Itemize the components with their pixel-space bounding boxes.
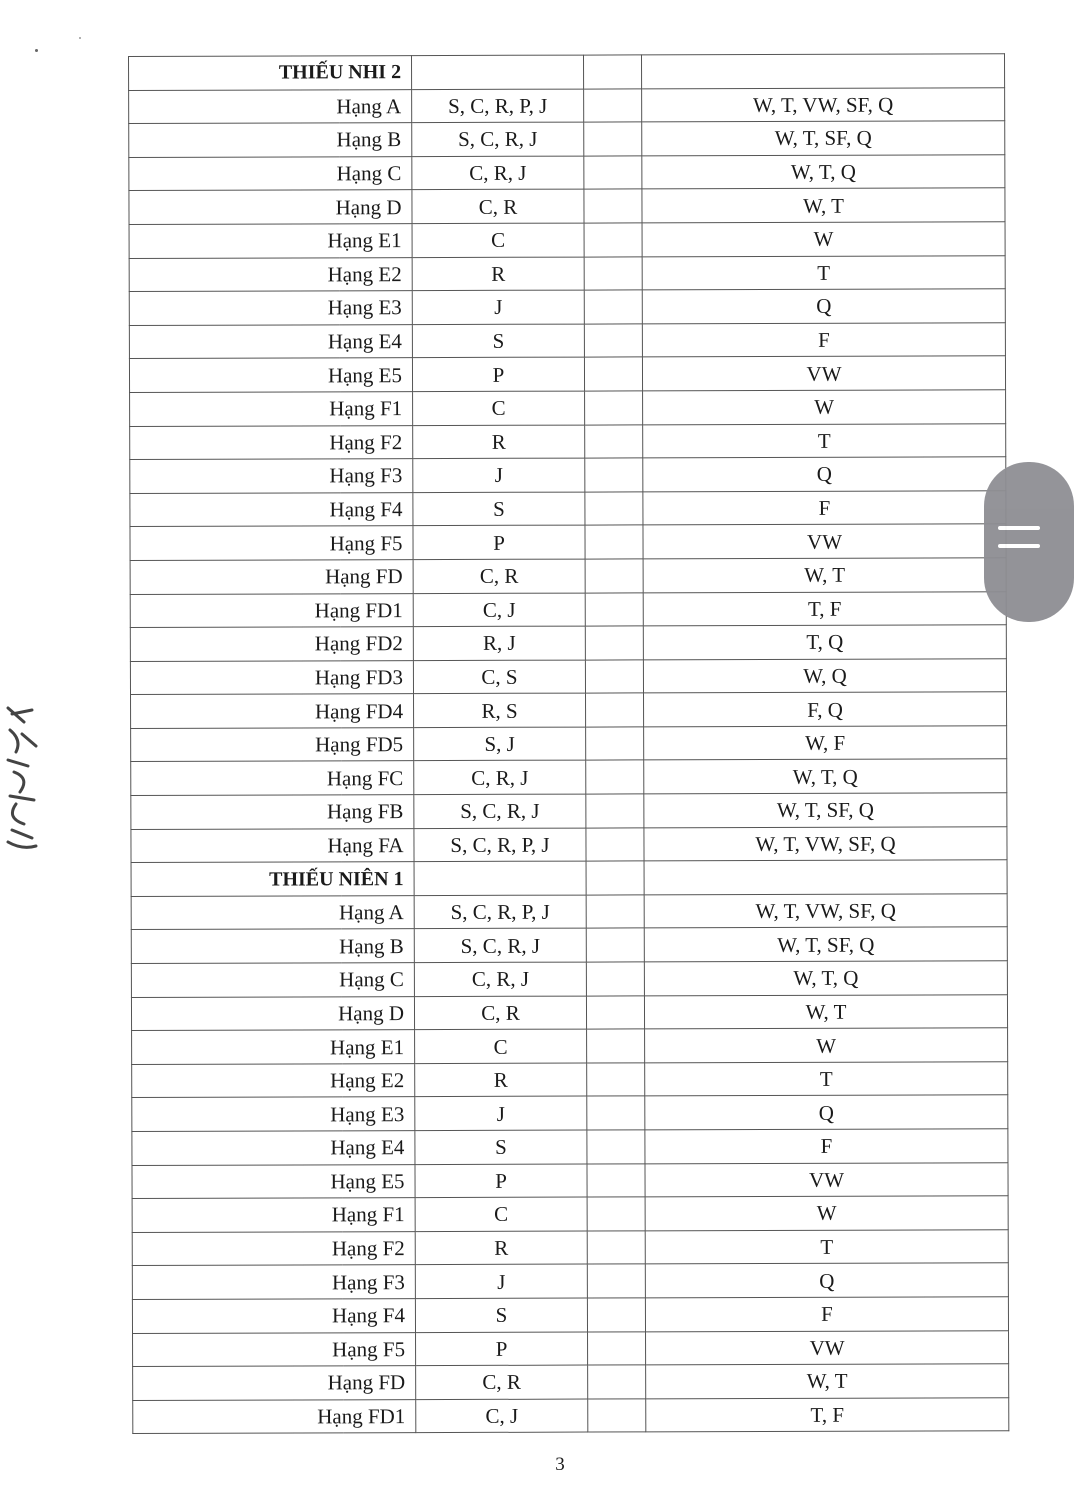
row-col4: W, T, VW, SF, Q: [644, 826, 1007, 861]
row-label: Hạng FD: [133, 1366, 416, 1400]
table-row: [132, 1297, 1008, 1333]
row-label: Hạng FD2: [130, 627, 413, 661]
row-col4: T: [645, 1062, 1008, 1097]
row-col4: F: [645, 1297, 1008, 1332]
row-label: Hạng E5: [129, 358, 412, 392]
row-col3: [584, 122, 642, 156]
row-col2: C, R: [414, 996, 586, 1030]
table-row: [129, 155, 1005, 191]
row-col2: S, C, R, J: [414, 929, 586, 963]
category-table: [128, 53, 1009, 1434]
row-label: Hạng C: [129, 156, 412, 190]
category-table-body: [129, 54, 1009, 1434]
section-header-row: [129, 54, 1005, 90]
row-col2: S, C, R, P, J: [412, 89, 584, 123]
table-row: [129, 322, 1005, 358]
table-row: [129, 188, 1005, 224]
row-col3: [585, 525, 643, 559]
row-col3: [586, 828, 644, 862]
row-col2: R: [415, 1231, 587, 1265]
row-label: Hạng E5: [132, 1164, 415, 1198]
row-label: Hạng F1: [132, 1198, 415, 1232]
row-col3: [584, 290, 642, 324]
table-row: [133, 1330, 1009, 1366]
row-col3: [586, 794, 644, 828]
row-col4: Q: [645, 1095, 1008, 1130]
row-col2: P: [412, 357, 584, 391]
row-col3: [586, 760, 644, 794]
row-col3: [584, 156, 642, 190]
row-label: Hạng FD5: [131, 727, 414, 761]
row-label: Hạng F2: [130, 425, 413, 459]
signature-stamp-icon: [2, 700, 46, 860]
row-col2: S, C, R, P, J: [414, 828, 586, 862]
row-label: Hạng E2: [129, 257, 412, 291]
row-label: Hạng FA: [131, 828, 414, 862]
row-col3: [583, 55, 641, 89]
table-row: [131, 961, 1007, 997]
table-row: [130, 591, 1006, 627]
table-row: [132, 1230, 1008, 1266]
row-col3: [584, 223, 642, 257]
row-col2: P: [413, 525, 585, 559]
row-col3: [586, 928, 644, 962]
row-label: Hạng E3: [132, 1097, 415, 1131]
table-row: [130, 625, 1006, 661]
row-col2: C, R, J: [412, 156, 584, 190]
row-col4: Q: [642, 289, 1005, 324]
row-col2: S: [415, 1130, 587, 1164]
row-col2: S, J: [414, 727, 586, 761]
row-col3: [585, 458, 643, 492]
table-row: [131, 726, 1007, 762]
row-label: Hạng F4: [130, 492, 413, 526]
row-col3: [587, 1197, 645, 1231]
table-row: [131, 759, 1007, 795]
row-col3: [587, 1231, 645, 1265]
row-col4: W, Q: [643, 658, 1006, 693]
row-label: Hạng E4: [129, 324, 412, 358]
scan-speck: [35, 49, 38, 52]
row-col2: [412, 55, 584, 89]
row-col3: [586, 693, 644, 727]
row-label: Hạng FD4: [131, 694, 414, 728]
side-menu-tab[interactable]: [984, 462, 1074, 622]
table-row: [131, 793, 1007, 829]
row-col2: C, R: [413, 559, 585, 593]
row-label: THIẾU NIÊN 1: [131, 862, 414, 896]
row-col3: [585, 626, 643, 660]
row-col3: [587, 1264, 645, 1298]
section-header-row: [131, 860, 1007, 896]
row-col3: [586, 727, 644, 761]
page-number: 3: [555, 1454, 565, 1475]
row-col3: [588, 1399, 646, 1433]
table-row: [132, 1062, 1008, 1098]
row-label: Hạng F4: [132, 1299, 415, 1333]
row-col3: [586, 895, 644, 929]
table-row: [131, 894, 1007, 930]
row-col4: [644, 860, 1007, 895]
row-col3: [587, 1163, 645, 1197]
table-row: [131, 927, 1007, 963]
row-col3: [585, 559, 643, 593]
row-col4: T, Q: [643, 625, 1006, 660]
row-label: Hạng E3: [129, 291, 412, 325]
row-col3: [586, 962, 644, 996]
row-col3: [585, 424, 643, 458]
table-row: [132, 1196, 1008, 1232]
row-col4: VW: [642, 356, 1005, 391]
table-row: [132, 1028, 1008, 1064]
row-label: Hạng FD1: [133, 1399, 416, 1433]
row-col2: R, S: [414, 693, 586, 727]
table-row: [130, 658, 1006, 694]
table-row: [132, 1162, 1008, 1198]
row-col3: [584, 324, 642, 358]
row-col3: [587, 1096, 645, 1130]
row-col3: [585, 660, 643, 694]
row-col2: R: [413, 425, 585, 459]
row-col4: VW: [645, 1162, 1008, 1197]
table-row: [132, 1129, 1008, 1165]
row-col4: VW: [643, 524, 1006, 559]
row-col3: [588, 1331, 646, 1365]
row-col4: W, T, SF, Q: [644, 927, 1007, 962]
row-col2: C, R, J: [414, 962, 586, 996]
table-row: [130, 390, 1006, 426]
row-label: Hạng A: [129, 89, 412, 123]
row-col3: [584, 88, 642, 122]
row-col2: P: [415, 1164, 587, 1198]
row-label: Hạng F3: [132, 1265, 415, 1299]
table-row: [130, 490, 1006, 526]
row-col4: [641, 54, 1004, 89]
row-label: Hạng F5: [133, 1332, 416, 1366]
table-row: [132, 1095, 1008, 1131]
row-label: Hạng F1: [130, 392, 413, 426]
row-col4: F, Q: [644, 692, 1007, 727]
row-col2: J: [415, 1264, 587, 1298]
row-col4: W, T, Q: [644, 759, 1007, 794]
row-col4: W, T, VW, SF, Q: [642, 87, 1005, 122]
row-col2: R: [412, 257, 584, 291]
row-col4: W, T, Q: [644, 961, 1007, 996]
row-label: Hạng F5: [130, 526, 413, 560]
row-col2: S: [412, 324, 584, 358]
row-col2: C: [412, 223, 584, 257]
row-label: Hạng D: [131, 996, 414, 1030]
row-col2: C: [415, 1197, 587, 1231]
row-col2: J: [412, 290, 584, 324]
row-col4: W: [643, 390, 1006, 425]
table-row: [129, 356, 1005, 392]
row-col2: C: [413, 391, 585, 425]
row-col4: F: [643, 490, 1006, 525]
row-col2: [414, 861, 586, 895]
row-col4: W, T, SF, Q: [642, 121, 1005, 156]
row-label: Hạng F2: [132, 1231, 415, 1265]
row-label: Hạng FB: [131, 795, 414, 829]
row-label: Hạng FD3: [130, 660, 413, 694]
row-label: Hạng B: [131, 929, 414, 963]
row-col3: [584, 357, 642, 391]
table-row: [131, 826, 1007, 862]
row-col4: T, F: [643, 591, 1006, 626]
row-col4: W, T, SF, Q: [644, 793, 1007, 828]
row-col4: F: [642, 322, 1005, 357]
row-col4: W, T: [642, 188, 1005, 223]
row-col2: J: [413, 458, 585, 492]
row-col4: Q: [645, 1263, 1008, 1298]
row-col4: W, F: [644, 726, 1007, 761]
row-col4: F: [645, 1129, 1008, 1164]
table-row: [130, 423, 1006, 459]
row-col2: R: [415, 1063, 587, 1097]
row-col4: W, T, VW, SF, Q: [644, 894, 1007, 929]
row-col2: R, J: [413, 626, 585, 660]
row-col4: T: [643, 423, 1006, 458]
row-col3: [585, 492, 643, 526]
table-row: [129, 255, 1005, 291]
table-row: [133, 1397, 1009, 1433]
row-label: Hạng F3: [130, 459, 413, 493]
row-label: Hạng E1: [132, 1030, 415, 1064]
row-col4: W, T: [646, 1364, 1009, 1399]
table-row: [129, 222, 1005, 258]
row-label: Hạng E2: [132, 1063, 415, 1097]
table-row: [129, 121, 1005, 157]
row-col3: [588, 1365, 646, 1399]
row-col4: T: [645, 1230, 1008, 1265]
row-col2: C, R: [416, 1365, 588, 1399]
row-col3: [586, 861, 644, 895]
table-row: [131, 994, 1007, 1030]
row-col3: [587, 1063, 645, 1097]
row-label: Hạng FD: [130, 560, 413, 594]
row-col4: W: [642, 222, 1005, 257]
row-label: Hạng B: [129, 123, 412, 157]
row-col3: [586, 996, 644, 1030]
table-row: [131, 692, 1007, 728]
table-row: [130, 524, 1006, 560]
row-col4: W, T, Q: [642, 155, 1005, 190]
row-col2: C, S: [413, 660, 585, 694]
row-label: Hạng FC: [131, 761, 414, 795]
row-col2: S: [413, 492, 585, 526]
scan-speck: [79, 37, 81, 39]
table-row: [133, 1364, 1009, 1400]
row-col2: S: [415, 1298, 587, 1332]
row-label: Hạng E1: [129, 224, 412, 258]
row-col4: W: [645, 1196, 1008, 1231]
row-col2: J: [415, 1096, 587, 1130]
row-col2: S, C, R, J: [412, 122, 584, 156]
row-col3: [587, 1029, 645, 1063]
row-col2: C, J: [413, 593, 585, 627]
table-row: [130, 558, 1006, 594]
row-col3: [584, 256, 642, 290]
row-col4: T: [642, 255, 1005, 290]
row-label: THIẾU NHI 2: [129, 56, 412, 90]
row-col4: W, T: [644, 994, 1007, 1029]
row-col3: [587, 1130, 645, 1164]
table-row: [130, 457, 1006, 493]
row-col4: W, T: [643, 558, 1006, 593]
row-col4: Q: [643, 457, 1006, 492]
row-col2: S, C, R, P, J: [414, 895, 586, 929]
table-row: [132, 1263, 1008, 1299]
row-col2: C, J: [416, 1399, 588, 1433]
row-label: Hạng FD1: [130, 593, 413, 627]
row-label: Hạng E4: [132, 1131, 415, 1165]
row-col2: C, R: [412, 189, 584, 223]
table-row: [129, 289, 1005, 325]
row-label: Hạng D: [129, 190, 412, 224]
table-row: [129, 87, 1005, 123]
row-col2: S, C, R, J: [414, 794, 586, 828]
row-col3: [585, 391, 643, 425]
row-col4: W: [645, 1028, 1008, 1063]
row-col4: T, F: [646, 1397, 1009, 1432]
row-label: Hạng A: [131, 895, 414, 929]
row-col3: [587, 1298, 645, 1332]
row-col2: C: [415, 1029, 587, 1063]
row-col3: [585, 592, 643, 626]
row-col4: VW: [646, 1330, 1009, 1365]
row-label: Hạng C: [131, 963, 414, 997]
row-col3: [584, 189, 642, 223]
row-col2: C, R, J: [414, 761, 586, 795]
row-col2: P: [416, 1332, 588, 1366]
